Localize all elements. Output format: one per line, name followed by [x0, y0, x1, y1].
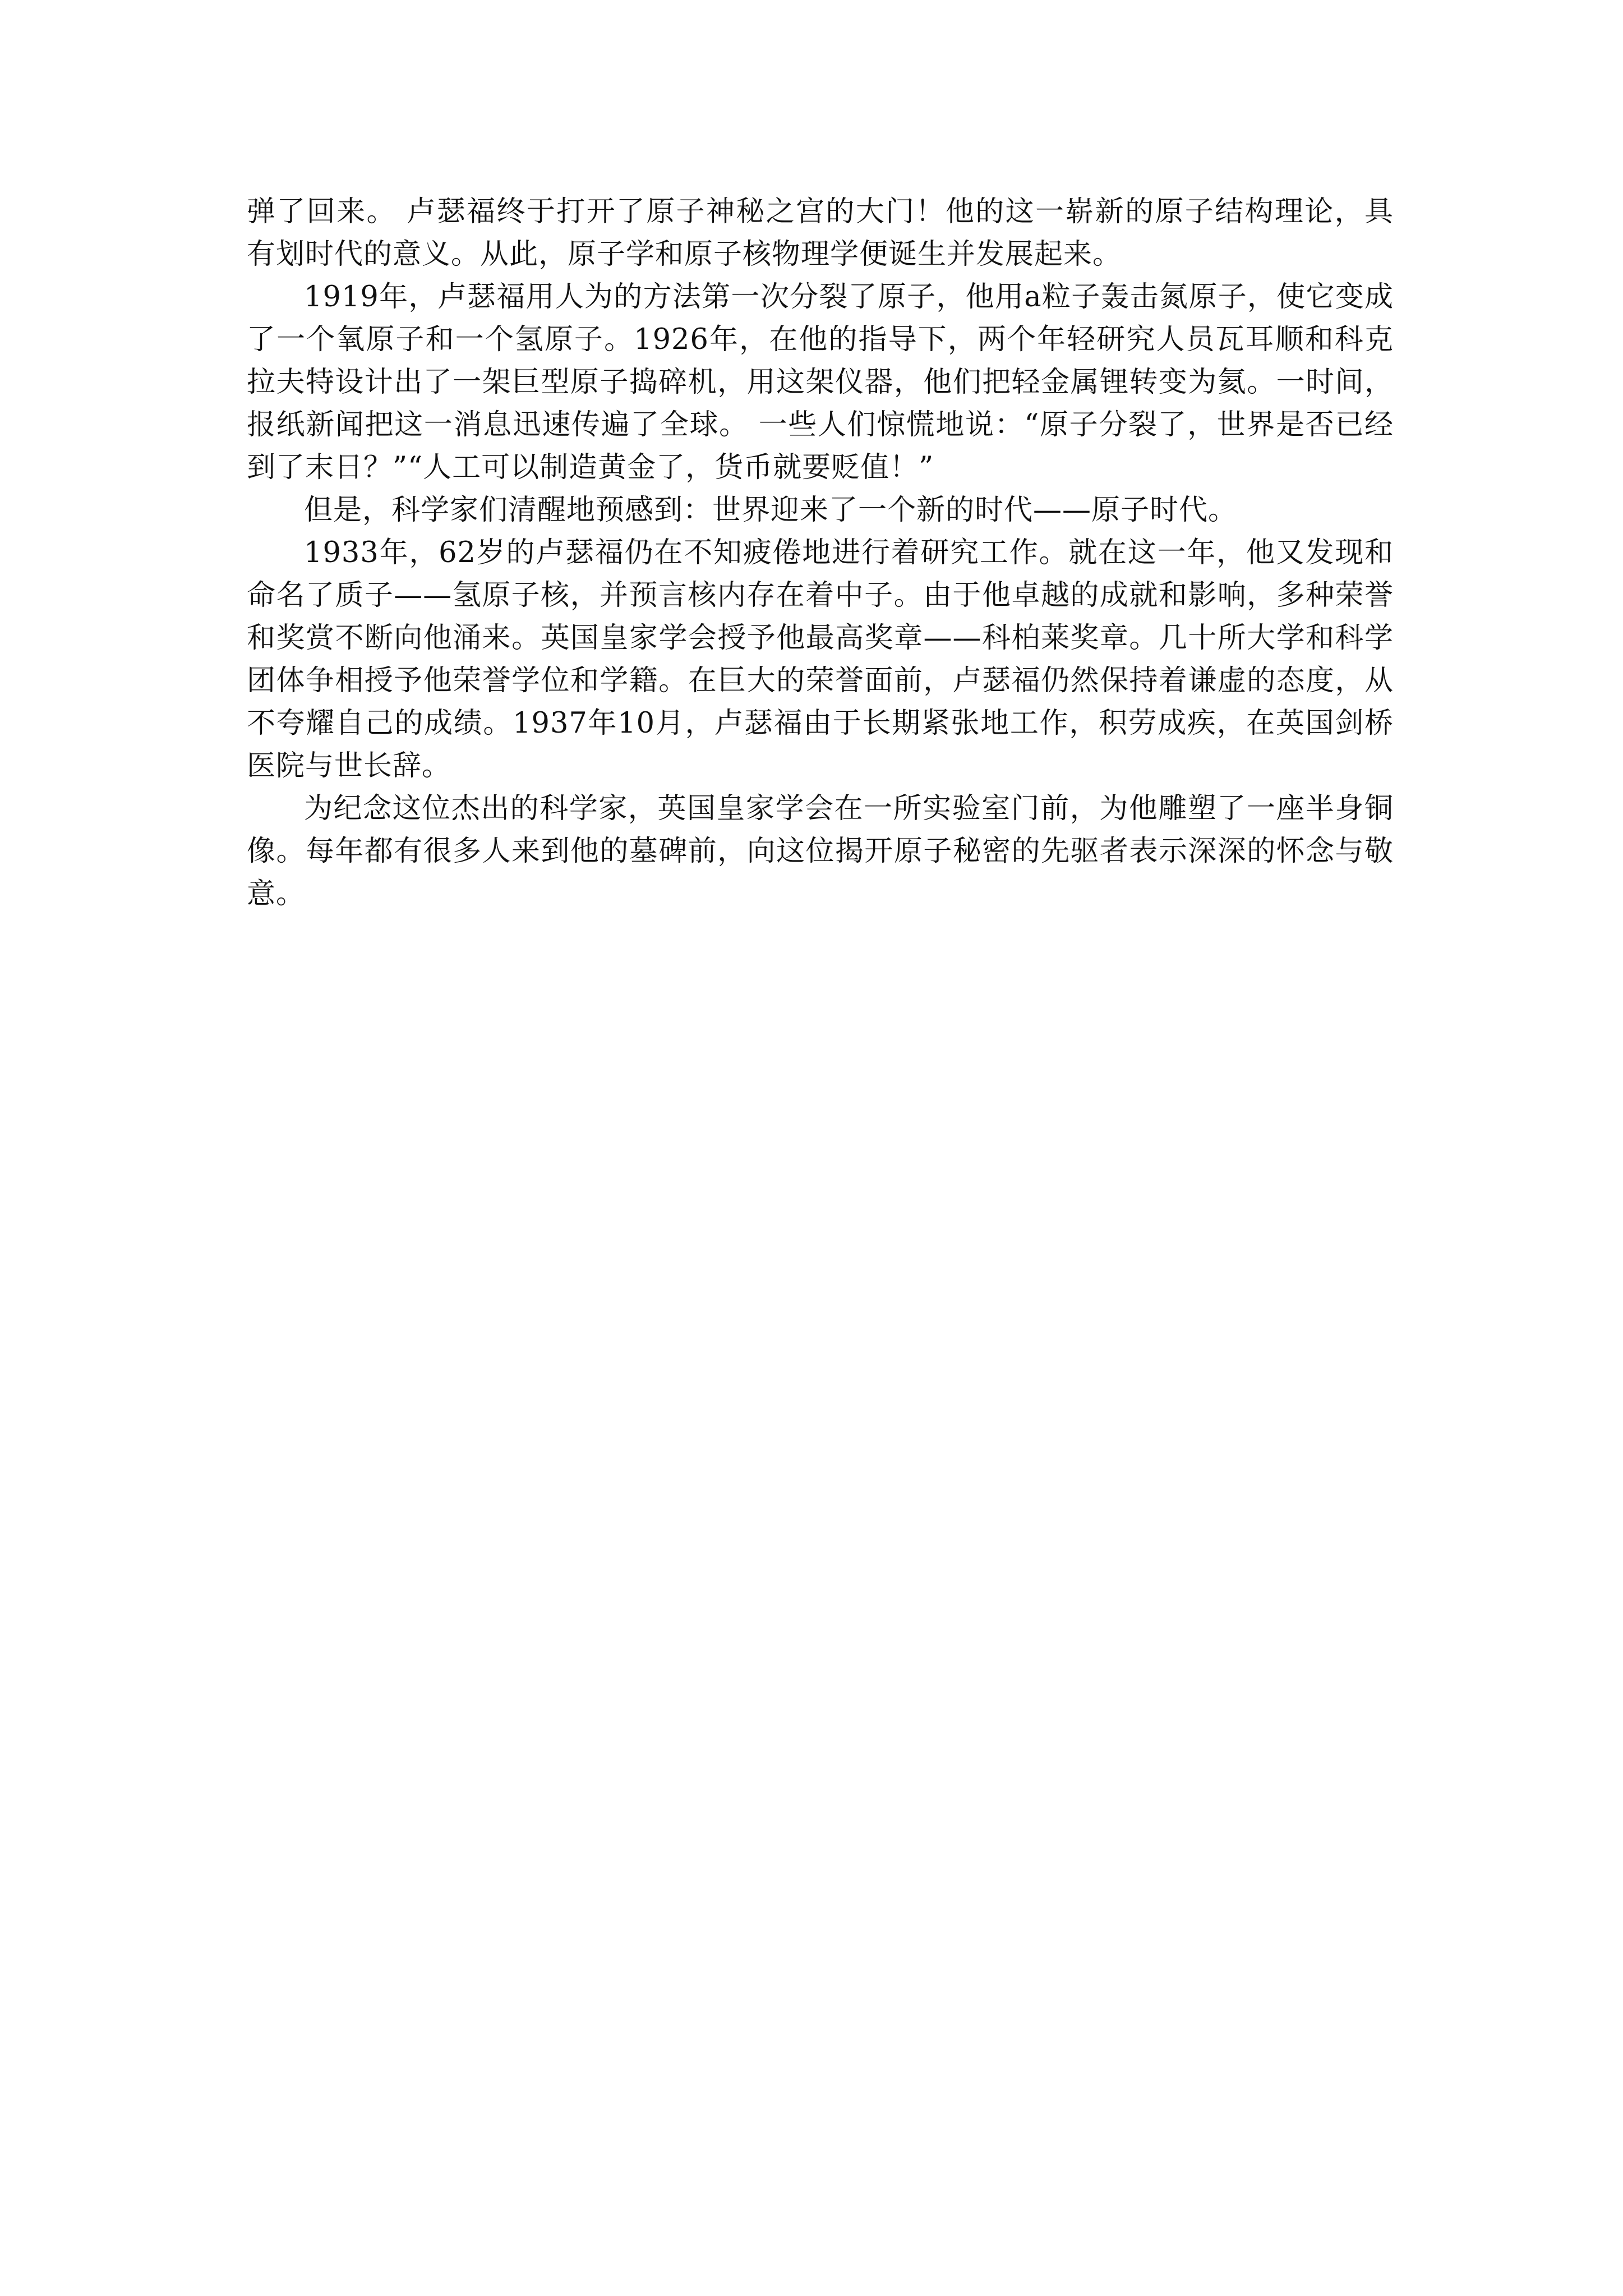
document-body — [247, 191, 1394, 915]
paragraph-1: 弹了回来。 卢瑟福终于打开了原子神秘之宫的大门！他的这一崭新的原子结构理论，具有划时代的意义。从此，原子学和原子核物理学便诞生并发展起来。 — [247, 195, 1394, 271]
paragraph-3: 但是，科学家们清醒地预感到：世界迎来了一个新的时代——原子时代。 — [304, 494, 1238, 527]
paragraph-2: 1919年，卢瑟福用人为的方法第一次分裂了原子，他用a粒子轰击氮原子，使它变成了一个氧原子和一个氢原子。1926年，在他的指导下，两个年轻研究人员瓦耳顺和科克拉夫特设计出了一架巨型原子捣碎机，用这架仪器，他们把轻金属锂转变为氦。一时间，报纸新闻把这一消息迅速传遍了全球。 一些人们惊慌地说：“原子分裂了，世界是否已经到了末日？”“人工可以制造黄金了，货币就要贬值！” — [247, 280, 1394, 484]
paragraph-4: 1933年，62岁的卢瑟福仍在不知疲倦地进行着研究工作。就在这一年，他又发现和命名了质子——氢原子核，并预言核内存在着中子。由于他卓越的成就和影响，多种荣誉和奖赏不断向他涌来。英国皇家学会授予他最高奖章——科柏莱奖章。几十所大学和科学团体争相授予他荣誉学位和学籍。在巨大的荣誉面前，卢瑟福仍然保持着谦虚的态度，从不夸耀自己的成绩。1937年10月，卢瑟福由于长期紧张地工作，积劳成疾，在英国剑桥医院与世长辞。 — [247, 536, 1394, 783]
paragraph-5: 为纪念这位杰出的科学家，英国皇家学会在一所实验室门前，为他雕塑了一座半身铜像。每年都有很多人来到他的墓碑前，向这位揭开原子秘密的先驱者表示深深的怀念与敬意。 — [247, 792, 1394, 910]
